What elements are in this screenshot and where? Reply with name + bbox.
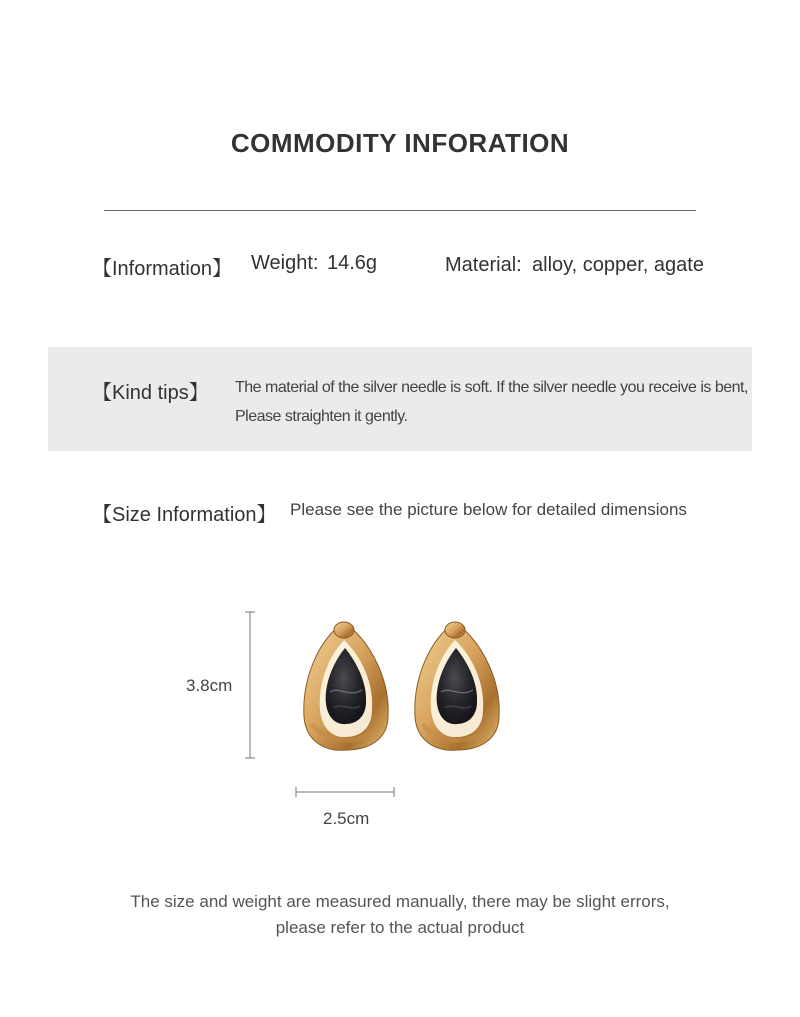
kind-tips-line-1: The material of the silver needle is soft. If the silver needle you receive is bent, <box>235 379 748 396</box>
earrings-image <box>296 612 506 762</box>
kind-tips-line-2: Please straighten it gently. <box>235 408 408 425</box>
material-label: Material: <box>445 254 522 276</box>
width-dimension-label: 2.5cm <box>323 809 370 828</box>
weight-value: 14.6g <box>327 252 378 274</box>
kind-tips-label: 【Kind tips】 <box>92 382 209 404</box>
page-title: COMMODITY INFORATION <box>230 128 570 158</box>
size-information-label: 【Size Information】 <box>92 504 277 526</box>
weight-label: Weight: <box>251 252 319 274</box>
size-information-note: Please see the picture below for detailed dimensions <box>290 500 687 519</box>
footer-line-1: The size and weight are measured manually, there may be slight errors, <box>130 892 670 911</box>
footer-line-2: please refer to the actual product <box>275 918 525 937</box>
left-earring <box>304 622 388 750</box>
material-value: alloy, copper, agate <box>532 254 704 276</box>
right-earring <box>415 622 499 750</box>
height-dimension-label: 3.8cm <box>186 676 233 695</box>
information-label: 【Information】 <box>92 258 233 280</box>
